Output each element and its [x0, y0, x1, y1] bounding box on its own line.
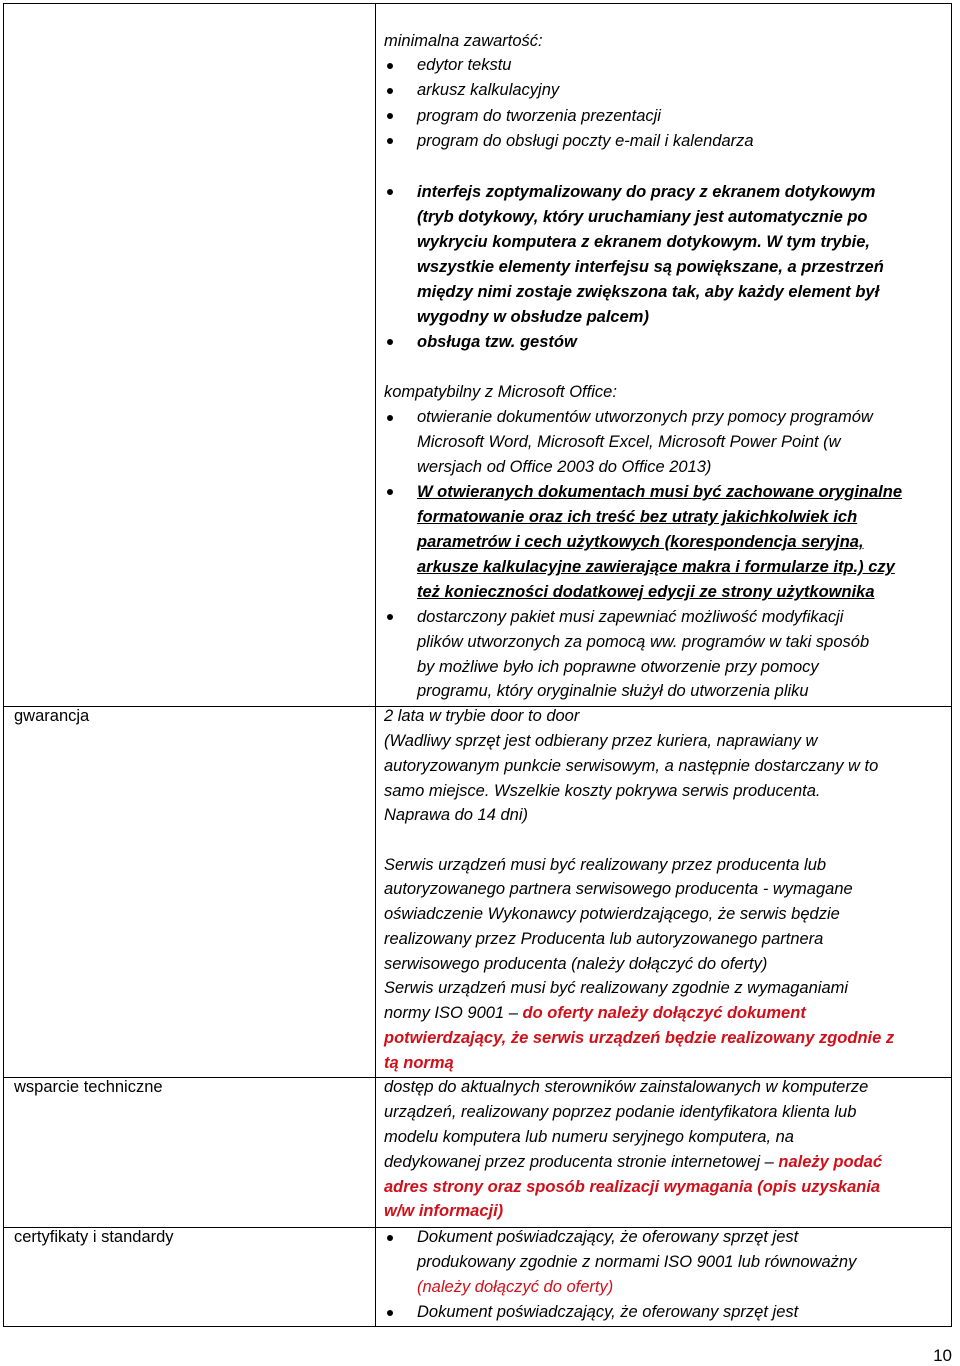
label-cell-wsparcie [4, 1078, 376, 1228]
service-line: realizowany przez Producenta lub autoryzowanego partnera [384, 930, 824, 948]
iso-line [384, 1005, 806, 1022]
support-required: należy podać [778, 1153, 883, 1171]
bullet-icon [387, 1310, 393, 1316]
cert-item1-line: Dokument poświadczający, że oferowany sprzęt jest [417, 1228, 799, 1246]
row-label-certyfikaty: certyfikaty i standardy [14, 1228, 174, 1246]
warranty-line: 2 lata w trybie door to door [384, 707, 580, 725]
compat-item2-line: W otwieranych dokumentach musi być zachowane oryginalne [417, 483, 903, 501]
compat-item2-line: parametrów i cech użytkowych (korespondencja seryjna, [417, 533, 864, 551]
iso-red-line: tą normą [384, 1054, 454, 1072]
office-item: program do obsługi poczty e-mail i kalendarza [417, 132, 754, 150]
iso-red-line: potwierdzający, że serwis urządzeń będzie realizowany zgodnie z [384, 1029, 895, 1047]
support-line-4 [384, 1154, 882, 1171]
compat-item2-line: też konieczności dodatkowej edycji ze strony użytkownika [417, 583, 875, 601]
office-heading: minimalna zawartość: [384, 32, 543, 50]
bullet-icon [387, 88, 393, 94]
row-label-gwarancja: gwarancja [14, 707, 90, 725]
office-item: edytor tekstu [417, 56, 512, 74]
service-line: oświadczenie Wykonawcy potwierdzającego, że serwis będzie [384, 905, 840, 923]
compat-heading: kompatybilny z Microsoft Office: [384, 383, 617, 401]
touch-line: wygodny w obsłudze palcem) [417, 308, 649, 326]
touch-line: między nimi zostaje zwiększona tak, aby każdy element był [417, 283, 880, 301]
warranty-line: samo miejsce. Wszelkie koszty pokrywa serwis producenta. [384, 782, 821, 800]
row-label-wsparcie: wsparcie techniczne [14, 1078, 163, 1096]
service-line: autoryzowanego partnera serwisowego producenta - wymagane [384, 880, 853, 898]
page-number: 10 [933, 1346, 952, 1365]
support-line: modelu komputera lub numeru seryjnego komputera, na [384, 1128, 794, 1146]
touch-line: (tryb dotykowy, który uruchamiany jest automatycznie po [417, 208, 868, 226]
office-item: program do tworzenia prezentacji [417, 107, 661, 125]
compat-item1-line: wersjach od Office 2003 do Office 2013) [417, 458, 712, 476]
compat-item3-line: by możliwe było ich poprawne otworzenie przy pomocy [417, 658, 819, 676]
label-cell-software [4, 4, 376, 707]
compat-item2-line: formatowanie oraz ich treść bez utraty jakichkolwiek ich [417, 508, 858, 526]
bullet-icon [387, 614, 393, 620]
compat-item3-line: programu, który oryginalnie służył do utworzenia pliku [417, 682, 809, 700]
service-line: Serwis urządzeń musi być realizowany przez producenta lub [384, 856, 827, 874]
support-line4-prefix: dedykowanej przez producenta stronie internetowej – [384, 1153, 779, 1171]
cert-item1-line: produkowany zgodnie z normami ISO 9001 lub równoważny [417, 1253, 857, 1271]
bullet-icon [387, 415, 393, 421]
compat-item1-line: Microsoft Word, Microsoft Excel, Microsoft Power Point (w [417, 433, 841, 451]
warranty-line: autoryzowanym punkcie serwisowym, a następnie dostarczany w to [384, 757, 879, 775]
touch-line: wykryciu komputera z ekranem dotykowym. W tym trybie, [417, 233, 870, 251]
bullet-icon [387, 339, 393, 345]
bullet-icon [387, 113, 393, 119]
support-line: dostęp do aktualnych sterowników zainstalowanych w komputerze [384, 1078, 869, 1096]
warranty-line: Naprawa do 14 dni) [384, 806, 529, 824]
cert-item1-required: (należy dołączyć do oferty) [417, 1278, 614, 1296]
bullet-icon [387, 489, 393, 495]
compat-item3-line: dostarczony pakiet musi zapewniać możliwość modyfikacji [417, 608, 844, 626]
service-line: serwisowego producenta (należy dołączyć do oferty) [384, 955, 768, 973]
bullet-icon [387, 138, 393, 144]
service-line: Serwis urządzeń musi być realizowany zgodnie z wymaganiami [384, 979, 849, 997]
bullet-icon [387, 189, 393, 195]
support-red-line: adres strony oraz sposób realizacji wymagania (opis uzyskania [384, 1178, 881, 1196]
support-red-line: w/w informacji) [384, 1202, 504, 1220]
bullet-icon [387, 63, 393, 69]
compat-item2-line: arkusze kalkulacyjne zawierające makra i formularze itp.) czy [417, 558, 895, 576]
compat-item3-line: plików utworzonych za pomocą ww. programów w taki sposób [417, 633, 870, 651]
cert-item2-line: Dokument poświadczający, że oferowany sprzęt jest [417, 1303, 799, 1321]
warranty-line: (Wadliwy sprzęt jest odbierany przez kuriera, naprawiany w [384, 732, 818, 750]
touch-gestures: obsługa tzw. gestów [417, 333, 577, 351]
touch-line: wszystkie elementy interfejsu są powiększane, a przestrzeń [417, 258, 884, 276]
compat-item1-line: otwieranie dokumentów utworzonych przy pomocy programów [417, 408, 873, 426]
label-cell-gwarancja [4, 707, 376, 1078]
support-line: urządzeń, realizowany poprzez podanie identyfikatora klienta lub [384, 1103, 857, 1121]
office-item: arkusz kalkulacyjny [417, 81, 560, 99]
iso-required-doc: do oferty należy dołączyć dokument [522, 1004, 806, 1022]
touch-line: interfejs zoptymalizowany do pracy z ekranem dotykowym [417, 183, 876, 201]
iso-prefix: normy ISO 9001 – [384, 1004, 523, 1022]
bullet-icon [387, 1235, 393, 1241]
